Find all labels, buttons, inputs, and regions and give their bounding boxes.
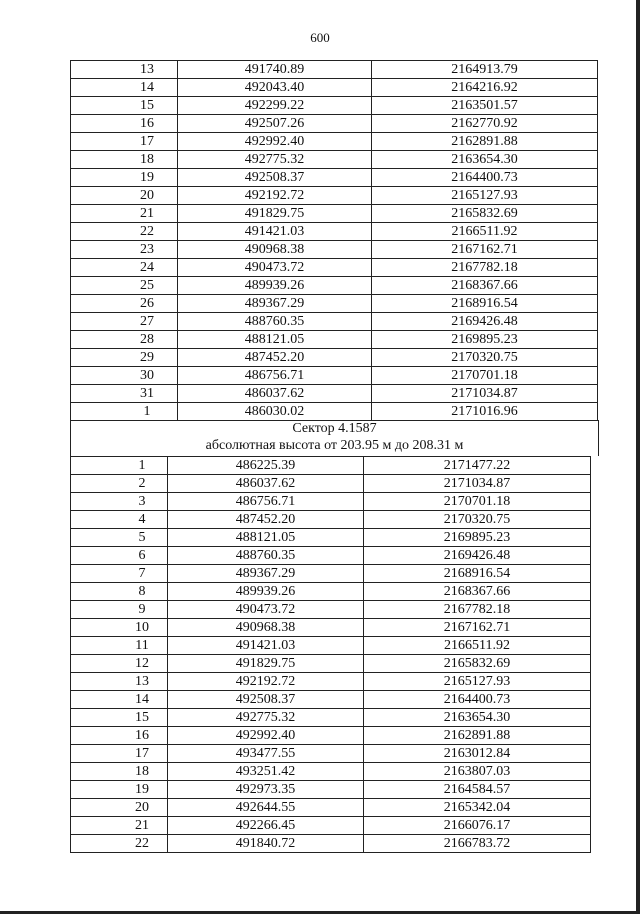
x-coordinate-cell: 493477.55: [168, 745, 364, 763]
point-number-cell: 1: [71, 403, 178, 421]
x-coordinate-cell: 490473.72: [168, 601, 364, 619]
table-row: [71, 187, 598, 205]
x-coordinate-cell: 492508.37: [168, 691, 364, 709]
table-row: [71, 223, 598, 241]
x-coordinate-cell: 488121.05: [168, 529, 364, 547]
coordinates-table-sector: [70, 456, 591, 853]
table-row: [71, 619, 591, 637]
point-number-cell: 17: [71, 133, 178, 151]
table-row: [71, 115, 598, 133]
point-number-cell: 13: [71, 61, 178, 79]
point-number-cell: 20: [71, 799, 168, 817]
x-coordinate-cell: 486225.39: [168, 457, 364, 475]
y-coordinate-cell: 2167162.71: [372, 241, 598, 259]
x-coordinate-cell: 491421.03: [178, 223, 372, 241]
y-coordinate-cell: 2164584.57: [364, 781, 591, 799]
x-coordinate-cell: 486756.71: [168, 493, 364, 511]
point-number-cell: 2: [71, 475, 168, 493]
x-coordinate-cell: 486030.02: [178, 403, 372, 421]
sector-altitude-range: абсолютная высота от 203.95 м до 208.31 м: [205, 438, 464, 453]
y-coordinate-cell: 2165127.93: [364, 673, 591, 691]
x-coordinate-cell: 489939.26: [168, 583, 364, 601]
y-coordinate-cell: 2166783.72: [364, 835, 591, 853]
table-row: [71, 151, 598, 169]
table-row: [71, 655, 591, 673]
y-coordinate-cell: 2164400.73: [372, 169, 598, 187]
table-row: [71, 817, 591, 835]
table-row: [71, 781, 591, 799]
table-row: [71, 79, 598, 97]
point-number-cell: 19: [71, 169, 178, 187]
y-coordinate-cell: 2162891.88: [364, 727, 591, 745]
point-number-cell: 16: [71, 115, 178, 133]
y-coordinate-cell: 2170701.18: [364, 493, 591, 511]
table-row: [71, 601, 591, 619]
y-coordinate-cell: 2166511.92: [372, 223, 598, 241]
y-coordinate-cell: 2169895.23: [364, 529, 591, 547]
page-number: 600: [310, 30, 330, 45]
x-coordinate-cell: 488760.35: [168, 547, 364, 565]
table-row: [71, 331, 598, 349]
y-coordinate-cell: 2167162.71: [364, 619, 591, 637]
y-coordinate-cell: 2163654.30: [364, 709, 591, 727]
point-number-cell: 14: [71, 79, 178, 97]
point-number-cell: 12: [71, 655, 168, 673]
sector-title: Сектор 4.1587: [292, 421, 377, 436]
point-number-cell: 31: [71, 385, 178, 403]
y-coordinate-cell: 2164216.92: [372, 79, 598, 97]
y-coordinate-cell: 2170320.75: [364, 511, 591, 529]
y-coordinate-cell: 2163012.84: [364, 745, 591, 763]
y-coordinate-cell: 2170701.18: [372, 367, 598, 385]
table-row: [71, 403, 598, 421]
y-coordinate-cell: 2168916.54: [364, 565, 591, 583]
point-number-cell: 18: [71, 763, 168, 781]
y-coordinate-cell: 2164913.79: [372, 61, 598, 79]
table-row: [71, 799, 591, 817]
coordinates-table-continuation: [70, 60, 598, 421]
y-coordinate-cell: 2171477.22: [364, 457, 591, 475]
y-coordinate-cell: 2167782.18: [372, 259, 598, 277]
table-row: [71, 763, 591, 781]
x-coordinate-cell: 492299.22: [178, 97, 372, 115]
table-row: [71, 493, 591, 511]
x-coordinate-cell: 487452.20: [168, 511, 364, 529]
point-number-cell: 19: [71, 781, 168, 799]
point-number-cell: 24: [71, 259, 178, 277]
y-coordinate-cell: 2171034.87: [372, 385, 598, 403]
table-row: [71, 745, 591, 763]
y-coordinate-cell: 2165127.93: [372, 187, 598, 205]
y-coordinate-cell: 2171034.87: [364, 475, 591, 493]
table-row: [71, 475, 591, 493]
x-coordinate-cell: 493251.42: [168, 763, 364, 781]
point-number-cell: 4: [71, 511, 168, 529]
point-number-cell: 22: [71, 835, 168, 853]
point-number-cell: 14: [71, 691, 168, 709]
table-row: [71, 709, 591, 727]
point-number-cell: 29: [71, 349, 178, 367]
table-row: [71, 691, 591, 709]
table-row: [71, 457, 591, 475]
point-number-cell: 23: [71, 241, 178, 259]
x-coordinate-cell: 489367.29: [168, 565, 364, 583]
table-row: [71, 583, 591, 601]
point-number-cell: 6: [71, 547, 168, 565]
x-coordinate-cell: 490473.72: [178, 259, 372, 277]
y-coordinate-cell: 2165832.69: [372, 205, 598, 223]
y-coordinate-cell: 2162770.92: [372, 115, 598, 133]
point-number-cell: 18: [71, 151, 178, 169]
x-coordinate-cell: 492043.40: [178, 79, 372, 97]
point-number-cell: 27: [71, 313, 178, 331]
y-coordinate-cell: 2168367.66: [364, 583, 591, 601]
x-coordinate-cell: 490968.38: [178, 241, 372, 259]
point-number-cell: 28: [71, 331, 178, 349]
y-coordinate-cell: 2168367.66: [372, 277, 598, 295]
y-coordinate-cell: 2163501.57: [372, 97, 598, 115]
x-coordinate-cell: 492507.26: [178, 115, 372, 133]
x-coordinate-cell: 492508.37: [178, 169, 372, 187]
y-coordinate-cell: 2169426.48: [364, 547, 591, 565]
point-number-cell: 5: [71, 529, 168, 547]
sector-heading: [70, 420, 599, 456]
y-coordinate-cell: 2166511.92: [364, 637, 591, 655]
x-coordinate-cell: 491829.75: [178, 205, 372, 223]
table-row: [71, 367, 598, 385]
x-coordinate-cell: 492775.32: [168, 709, 364, 727]
table-row: [71, 61, 598, 79]
point-number-cell: 13: [71, 673, 168, 691]
scan-border-right: [636, 0, 640, 914]
table-row: [71, 385, 598, 403]
x-coordinate-cell: 492992.40: [168, 727, 364, 745]
x-coordinate-cell: 492973.35: [168, 781, 364, 799]
table-row: [71, 637, 591, 655]
point-number-cell: 3: [71, 493, 168, 511]
y-coordinate-cell: 2162891.88: [372, 133, 598, 151]
y-coordinate-cell: 2164400.73: [364, 691, 591, 709]
point-number-cell: 26: [71, 295, 178, 313]
x-coordinate-cell: 489367.29: [178, 295, 372, 313]
table-row: [71, 565, 591, 583]
point-number-cell: 17: [71, 745, 168, 763]
point-number-cell: 25: [71, 277, 178, 295]
x-coordinate-cell: 489939.26: [178, 277, 372, 295]
x-coordinate-cell: 486037.62: [168, 475, 364, 493]
table-row: [71, 133, 598, 151]
point-number-cell: 20: [71, 187, 178, 205]
point-number-cell: 11: [71, 637, 168, 655]
x-coordinate-cell: 492266.45: [168, 817, 364, 835]
table-row: [71, 727, 591, 745]
y-coordinate-cell: 2165342.04: [364, 799, 591, 817]
table-row: [71, 835, 591, 853]
point-number-cell: 7: [71, 565, 168, 583]
x-coordinate-cell: 490968.38: [168, 619, 364, 637]
point-number-cell: 16: [71, 727, 168, 745]
x-coordinate-cell: 491421.03: [168, 637, 364, 655]
table-row: [71, 169, 598, 187]
y-coordinate-cell: 2169895.23: [372, 331, 598, 349]
table-row: [71, 349, 598, 367]
table-row: [71, 295, 598, 313]
point-number-cell: 30: [71, 367, 178, 385]
table-row: [71, 97, 598, 115]
table-row: [71, 241, 598, 259]
x-coordinate-cell: 486037.62: [178, 385, 372, 403]
table-row: [71, 673, 591, 691]
table-row: [71, 547, 591, 565]
x-coordinate-cell: 487452.20: [178, 349, 372, 367]
table-row: [71, 205, 598, 223]
x-coordinate-cell: 486756.71: [178, 367, 372, 385]
x-coordinate-cell: 492992.40: [178, 133, 372, 151]
point-number-cell: 1: [71, 457, 168, 475]
y-coordinate-cell: 2167782.18: [364, 601, 591, 619]
table-row: [71, 277, 598, 295]
table-row: [71, 313, 598, 331]
table-row: [71, 511, 591, 529]
y-coordinate-cell: 2163807.03: [364, 763, 591, 781]
x-coordinate-cell: 491829.75: [168, 655, 364, 673]
x-coordinate-cell: 492775.32: [178, 151, 372, 169]
y-coordinate-cell: 2166076.17: [364, 817, 591, 835]
y-coordinate-cell: 2168916.54: [372, 295, 598, 313]
table-row: [71, 259, 598, 277]
point-number-cell: 15: [71, 709, 168, 727]
point-number-cell: 9: [71, 601, 168, 619]
x-coordinate-cell: 492644.55: [168, 799, 364, 817]
y-coordinate-cell: 2169426.48: [372, 313, 598, 331]
y-coordinate-cell: 2165832.69: [364, 655, 591, 673]
point-number-cell: 10: [71, 619, 168, 637]
x-coordinate-cell: 491840.72: [168, 835, 364, 853]
x-coordinate-cell: 488760.35: [178, 313, 372, 331]
x-coordinate-cell: 491740.89: [178, 61, 372, 79]
point-number-cell: 15: [71, 97, 178, 115]
x-coordinate-cell: 492192.72: [178, 187, 372, 205]
point-number-cell: 21: [71, 205, 178, 223]
y-coordinate-cell: 2163654.30: [372, 151, 598, 169]
y-coordinate-cell: 2170320.75: [372, 349, 598, 367]
point-number-cell: 22: [71, 223, 178, 241]
x-coordinate-cell: 488121.05: [178, 331, 372, 349]
table-row: [71, 529, 591, 547]
point-number-cell: 8: [71, 583, 168, 601]
point-number-cell: 21: [71, 817, 168, 835]
x-coordinate-cell: 492192.72: [168, 673, 364, 691]
y-coordinate-cell: 2171016.96: [372, 403, 598, 421]
